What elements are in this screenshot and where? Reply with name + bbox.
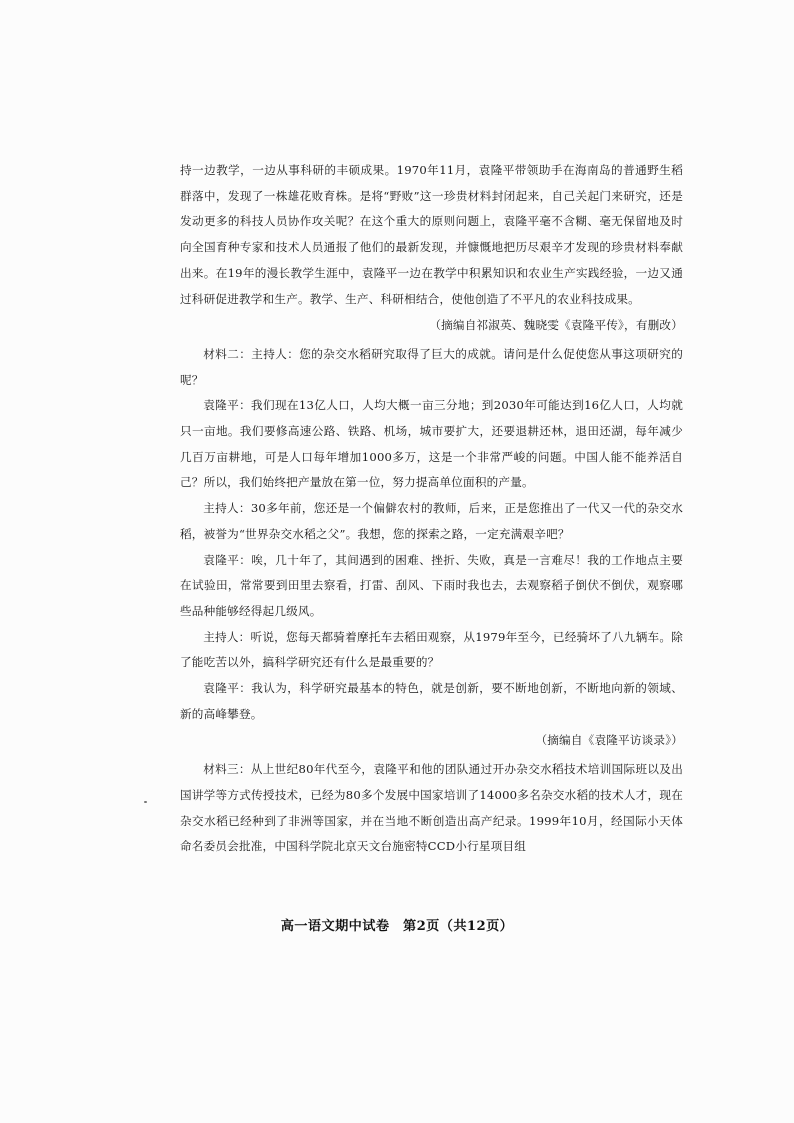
paragraph-continuation: 持一边教学，一边从事科研的丰硕成果。1970年11月，袁隆平带领助手在海南岛的普通野生稻群落中，发现了一株雄花败育株。是将“野败”这一珍贵材料封闭起来，自己关起门来研究，还是发动更多的科技人员协作攻关呢？在这个重大的原则问题上，袁隆平毫不含糊、毫无保留地及时向全国育种专家和技术人员通报了他们的最新发现，并慷慨地把历尽艰辛才发现的珍贵材料奉献出来。在19年的漫长教学生涯中，袁隆平一边在教学中积累知识和农业生产实践经验，一边又通过科研促进教学和生产。教学、生产、科研相结合，使他创造了不平凡的农业科技成果。: [180, 163, 683, 306]
paragraph-material-three: 材料三：从上世纪80年代至今，袁隆平和他的团队通过开办杂交水稻技术培训国际班以及出国讲学等方式传授技术，已经为80多个发展中国家培训了14000多名杂交水稻的技术人才，现在杂交水稻已经种到了非洲等国家，并在当地不断创造出高产纪录。1999年10月，经国际小天体命名委员会批准，中国科学院北京天文台施密特CCD小行星项目组: [180, 762, 683, 854]
paragraph-answer-fieldwork: 袁隆平：唉，几十年了，其间遇到的困难、挫折、失败，真是一言难尽！我的工作地点主要在试验田，常常要到田里去察看，打雷、刮风、下雨时我也去，去观察稻子倒伏不倒伏，观察哪些品种能够经得起几级风。: [180, 552, 683, 618]
paragraph-answer-innovation: 袁隆平：我认为，科学研究最基本的特色，就是创新，要不断地创新，不断地向新的领域、新的高峰攀登。: [180, 681, 683, 721]
source-citation-biography: （摘编自祁淑英、魏晓雯《袁隆平传》，有删改）: [429, 318, 683, 333]
paragraph-question-motorcycle: 主持人：听说，您每天都骑着摩托车去稻田观察，从1979年至今，已经骑坏了八九辆车。除了能吃苦以外，搞科学研究还有什么是最重要的？: [180, 629, 683, 670]
scan-speck: [144, 801, 147, 803]
paragraph-answer-population: 袁隆平：我们现在13亿人口，人均大概一亩三分地；到2030年可能达到16亿人口，人均就只一亩地。我们要修高速公路、铁路、机场，城市要扩大，还要退耕还林，退田还湖，每年减少几百万亩耕地，可是人口每年增加1000多万，这是一个非常严峻的问题。中国人能不能养活自己？所以，我们始终把产量放在第一位，努力提高单位面积的产量。: [180, 398, 683, 490]
paragraph-question-hardship: 主持人：30多年前，您还是一个偏僻农村的教师，后来，正是您推出了一代又一代的杂交水稻，被誉为“世界杂交水稻之父”。我想，您的探索之路，一定充满艰辛吧？: [180, 501, 683, 541]
paragraph-material-two-intro: 材料二：主持人：您的杂交水稻研究取得了巨大的成就。请问是什么促使您从事这项研究的呢？: [180, 346, 683, 387]
article-body: [180, 158, 683, 860]
page-footer: 高一语文期中试卷 第2页（共12页）: [280, 919, 514, 934]
source-citation-interview: （摘编自《袁隆平访谈录》）: [535, 733, 683, 748]
